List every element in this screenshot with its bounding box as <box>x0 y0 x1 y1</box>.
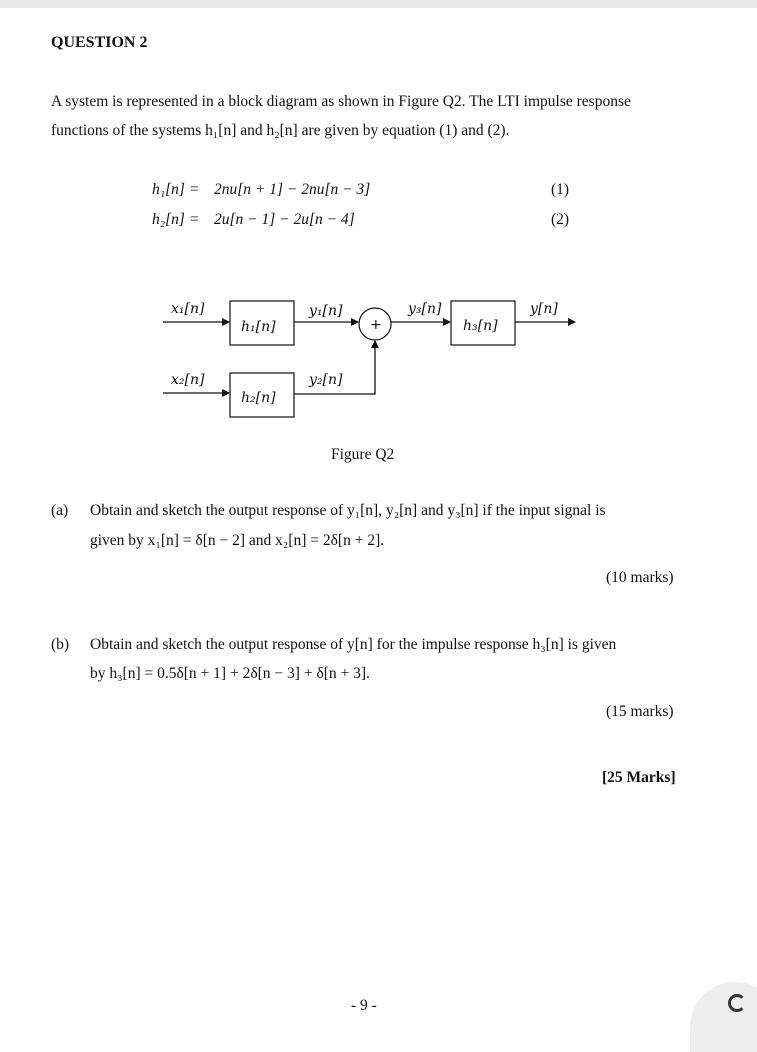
x1-label: x₁[n] <box>171 301 205 317</box>
y2-label: y₂[n] <box>309 372 343 388</box>
intro-line-1: A system is represented in a block diagram as shown in Figure Q2. The LTI impulse response <box>51 93 631 110</box>
part-b-marks: (15 marks) <box>606 703 674 720</box>
h1-label: h₁[n] <box>241 319 276 335</box>
equation-2-rhs: 2u[n − 1] − 2u[n − 4] <box>214 211 355 228</box>
y1-label: y₁[n] <box>309 303 343 319</box>
equation-2-number: (2) <box>551 211 570 228</box>
y3-label: y₃[n] <box>408 301 442 317</box>
equation-1-rhs: 2nu[n + 1] − 2nu[n − 3] <box>214 181 371 198</box>
part-b-label: (b) <box>51 636 70 653</box>
intro-line-2: functions of the systems h₁[n] and h₂[n] are given by equation (1) and (2). <box>51 122 510 139</box>
part-b-line-1: Obtain and sketch the output response of y[n] for the impulse response h₃[n] is given <box>90 636 617 653</box>
part-a-marks: (10 marks) <box>606 569 674 586</box>
total-marks: [25 Marks] <box>602 769 676 786</box>
equation-1-number: (1) <box>551 181 570 198</box>
figure-caption: Figure Q2 <box>331 446 395 463</box>
h3-label: h₃[n] <box>463 318 498 334</box>
page-number: - 9 - <box>351 997 377 1014</box>
adder-plus: + <box>370 317 382 333</box>
part-a-label: (a) <box>51 502 69 519</box>
refresh-icon <box>728 994 746 1012</box>
equation-1-lhs: h₁[n] = <box>152 181 200 198</box>
part-a-line-1: Obtain and sketch the output response of y₁[n], y₂[n] and y₃[n] if the input signal is <box>90 502 606 519</box>
part-a-line-2: given by x₁[n] = δ[n − 2] and x₂[n] = 2δ[n + 2]. <box>90 532 385 549</box>
x2-label: x₂[n] <box>171 372 205 388</box>
y-label: y[n] <box>530 301 558 317</box>
h2-label: h₂[n] <box>241 390 276 406</box>
part-b-line-2: by h₃[n] = 0.5δ[n + 1] + 2δ[n − 3] + δ[n + 3]. <box>90 665 370 682</box>
block-diagram <box>0 0 757 470</box>
question-title: QUESTION 2 <box>51 34 148 51</box>
equation-2-lhs: h₂[n] = <box>152 211 200 228</box>
floating-action-button[interactable] <box>690 982 757 1052</box>
